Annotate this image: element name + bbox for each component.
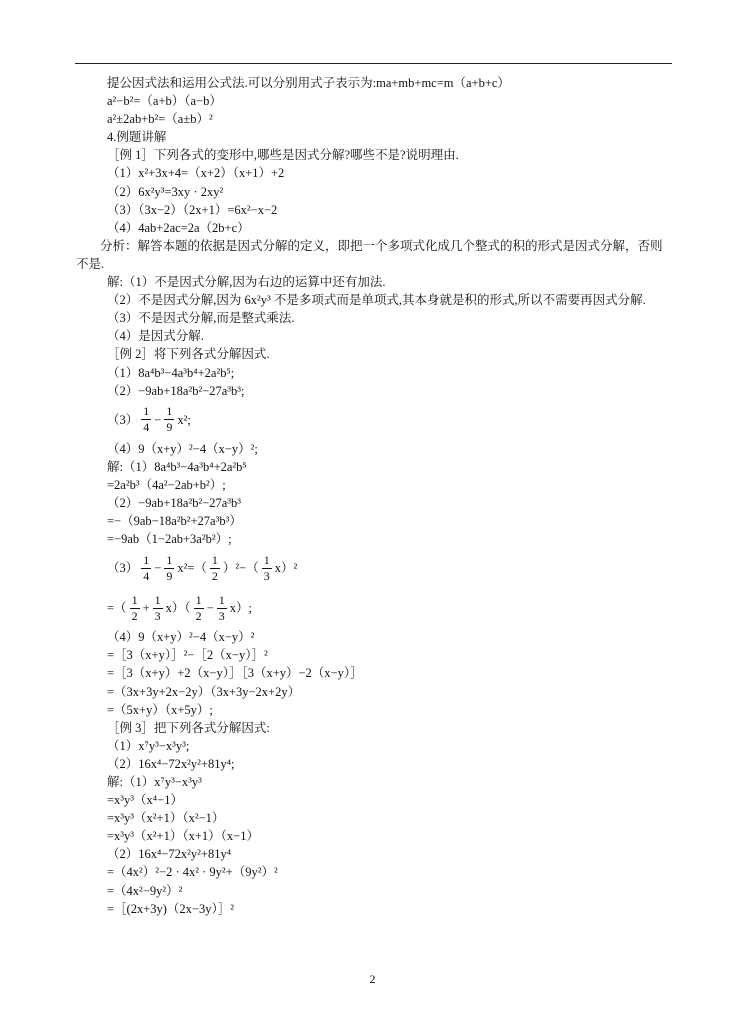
example-1-answer-1: 解:（1）不是因式分解,因为右边的运算中还有加法.: [107, 275, 386, 290]
example-2-question-2: （2）−9ab+18a²b²−27a³b³;: [107, 383, 245, 398]
example-2-solution-4e: =（5x+y）（x+5y）;: [107, 702, 213, 717]
fraction-one-third: [153, 593, 163, 624]
example-1-title: ［例 1］下列各式的变形中,哪些是因式分解?哪些不是?说明理由.: [107, 148, 459, 163]
denominator: 9: [166, 420, 173, 435]
plus-sign: +: [142, 601, 150, 616]
example-2-question-1: （1）8a⁴b³−4a³b⁴+2a²b⁵;: [107, 365, 235, 380]
example-1-item-1: （1）x²+3x+4=（x+2）（x+1）+2: [107, 166, 285, 181]
numerator: 1: [143, 552, 150, 567]
fraction-one-quarter: [141, 404, 151, 435]
minus-sign: −: [154, 412, 162, 427]
fraction-one-third: [217, 593, 227, 624]
example-3-solution-2d: =［(2x+3y)（2x−3y）］²: [107, 901, 234, 916]
example-3-solution-2c: =（4x²−9y²）²: [107, 883, 183, 898]
fraction-one-third: [262, 553, 272, 584]
numerator: 1: [195, 592, 202, 607]
numerator: 1: [154, 592, 161, 607]
example-2-solution-2b: =−（9ab−18a²b²+27a³b³）: [107, 514, 242, 529]
fraction-one-half: [194, 593, 204, 624]
denominator: 4: [143, 568, 150, 583]
example-2-solution-1: 解:（1）8a⁴b³−4a³b⁴+2a²b⁵: [107, 459, 247, 474]
example-1-answer-4: （4）是因式分解.: [107, 329, 204, 344]
example-3-item-1: （1）x⁷y³−x³y³;: [107, 738, 190, 753]
intro-line-3: a²±2ab+b²=（a±b）²: [107, 112, 213, 127]
example-2-solution-3b: [76, 588, 672, 628]
example-3-solution-1d: =x³y³（x²+1）（x+1）（x−1）: [107, 829, 259, 844]
document-body: [76, 74, 672, 918]
example-1-answer-2: （2）不是因式分解,因为 6x²y³ 不是多项式而是单项式,其本身就是积的形式,所以不需要再因式分解.: [107, 293, 646, 308]
minus-sign: −: [154, 561, 162, 576]
numerator: 1: [131, 592, 138, 607]
example-2-solution-1b: =2a²b³（4a²−2ab+b²）;: [107, 477, 226, 492]
denominator: 9: [166, 568, 173, 583]
example-3-solution-2: （2）16x⁴−72x²y²+81y⁴: [107, 847, 232, 862]
numerator: 1: [211, 552, 218, 567]
example-2-solution-2c: =−9ab（1−2ab+3a²b²）;: [107, 532, 232, 547]
s3b-mid: x）（: [165, 601, 191, 616]
denominator: 3: [154, 608, 161, 623]
example-1-item-4: （4）4ab+2ac=2a（2b+c）: [107, 220, 250, 235]
section-title: 4.例题讲解: [107, 130, 167, 145]
example-2-solution-4d: =（3x+3y+2x−2y）（3x+3y−2x+2y）: [107, 684, 301, 699]
s3b-open: =（: [107, 601, 127, 616]
example-3-item-2: （2）16x⁴−72x²y²+81y⁴;: [107, 756, 235, 771]
denominator: 2: [211, 568, 218, 583]
denominator: 3: [218, 608, 225, 623]
minus-sign: −: [206, 601, 214, 616]
example-2-solution-2: （2）−9ab+18a²b²−27a³b³: [107, 495, 242, 510]
s3-label: （3）: [107, 561, 139, 576]
numerator: 1: [166, 404, 173, 419]
intro-line-2: a²−b²=（a+b）（a−b）: [107, 94, 222, 109]
numerator: 1: [143, 404, 150, 419]
example-3-title: ［例 3］把下列各式分解因式:: [107, 720, 270, 735]
example-2-solution-4: （4）9（x+y）²−4（x−y）²: [107, 630, 255, 645]
denominator: 4: [143, 420, 150, 435]
example-2-solution-4b: =［3（x+y）］²−［2（x−y）］²: [107, 648, 268, 663]
fraction-one-quarter: [141, 553, 151, 584]
fraction-one-half: [130, 593, 140, 624]
denominator: 3: [263, 568, 270, 583]
q3-tail: x²;: [177, 412, 191, 427]
intro-line-1: 提公因式法和运用公式法.可以分别用式子表示为:ma+mb+mc=m（a+b+c）: [107, 76, 510, 90]
s3-mid-1: x²=（: [177, 561, 207, 576]
example-2-solution-3: [76, 548, 672, 588]
s3b-end: x）;: [229, 601, 252, 616]
example-1-answer-3: （3）不是因式分解,而是整式乘法.: [107, 311, 295, 326]
example-1-analysis: 分析：解答本题的依据是因式分解的定义，即把一个多项式化成几个整式的积的形式是因式分解，否则不是.: [76, 238, 663, 271]
example-3-solution-1: 解:（1）x⁷y³−x³y³: [107, 775, 202, 789]
header-rule: [75, 63, 672, 64]
page-number: 2: [369, 972, 376, 986]
fraction-one-half: [210, 553, 220, 584]
s3-mid-2: ）²−（: [222, 561, 259, 576]
denominator: 2: [131, 608, 138, 623]
example-2-question-4: （4）9（x+y）²−4（x−y）²;: [107, 441, 258, 456]
numerator: 1: [263, 552, 270, 567]
s3-mid-3: x）²: [274, 561, 298, 576]
numerator: 1: [166, 552, 173, 567]
example-2-question-3: [76, 400, 672, 440]
example-3-solution-1c: =x³y³（x²+1）（x²−1）: [107, 811, 225, 826]
example-3-solution-1b: =x³y³（x⁴−1）: [107, 793, 183, 808]
q3-label: （3）: [107, 412, 139, 427]
example-3-solution-2b: =（4x²）²−2 · 4x² · 9y²+（9y²）²: [107, 865, 278, 880]
example-2-solution-4c: =［3（x+y）+2（x−y）］［3（x+y）−2（x−y）］: [107, 666, 363, 681]
fraction-one-ninth: [164, 404, 174, 435]
denominator: 2: [195, 608, 202, 623]
example-2-title: ［例 2］将下列各式分解因式.: [107, 347, 270, 362]
fraction-one-ninth: [164, 553, 174, 584]
example-1-item-2: （2）6x²y³=3xy · 2xy²: [107, 184, 224, 199]
numerator: 1: [218, 592, 225, 607]
example-1-item-3: （3）（3x−2）（2x+1）=6x²−x−2: [107, 202, 278, 217]
